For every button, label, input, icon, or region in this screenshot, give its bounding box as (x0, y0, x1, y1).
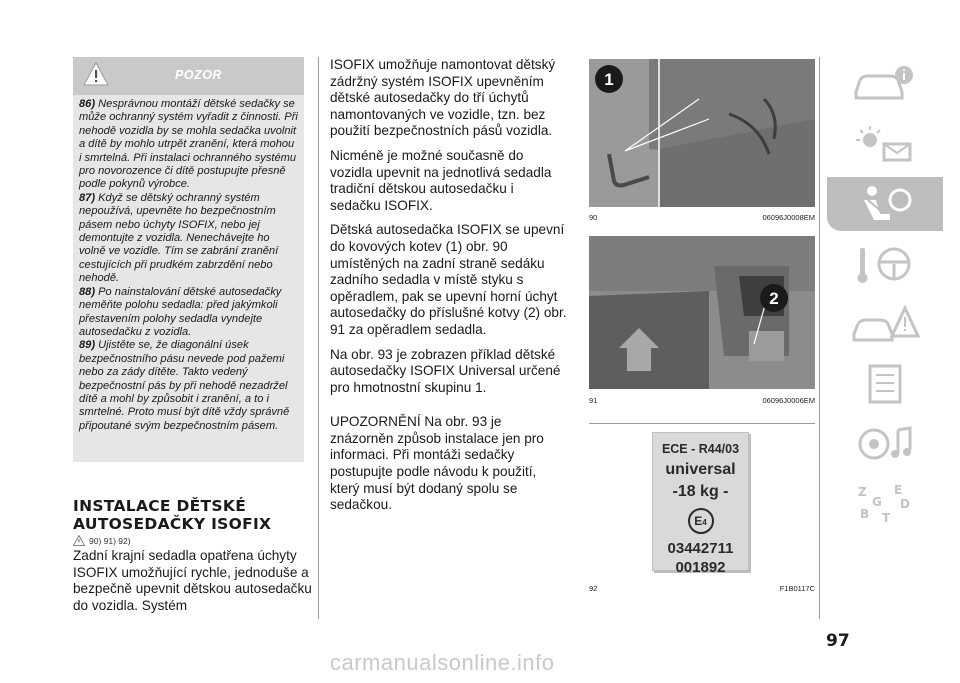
sidebar-item-car-info[interactable] (827, 57, 943, 111)
checklist-icon (850, 362, 920, 406)
warning-item: 87) Když se dětský ochranný systém nepoužívá, upevněte ho bezpečnostním pásem nebo úchyty ISOFIX, nebo jej demontujte z vozidla. Nenechávejte ho volně ve vozidle. Tím se zabrání zranění cestujících při prudkém zabrzdění nebo nehodě. (79, 191, 279, 285)
sidebar-item-index[interactable] (827, 477, 943, 531)
page-number: 97 (826, 631, 850, 651)
sidebar-item-warning-lights[interactable] (827, 117, 943, 171)
sidebar-item-safety[interactable] (827, 177, 943, 231)
warning-item: 88) Po nainstalování dětské autosedačky neměňte polohu sedadla: před jakýmkoli přestavením polohy sedadla vyndejte autosedačku z vozidla. (79, 285, 282, 338)
media-icon (850, 422, 920, 466)
sidebar-item-maintenance[interactable] (827, 357, 943, 411)
key-steering-icon (850, 242, 920, 286)
label-serial: 001892 (675, 559, 726, 576)
seat-airbag-icon (850, 182, 920, 226)
warning-title: POZOR (175, 68, 222, 82)
figure-divider (589, 423, 815, 424)
intro-paragraph: Zadní krajní sedadla opatřena úchyty ISOFIX umožňující rychle, jednoduše a bezpečně upevnit dětskou autosedačku do vozidla. Systém (73, 548, 312, 613)
sidebar-item-multimedia[interactable] (827, 417, 943, 471)
warning-item: 89) Ujistěte se, že diagonální úsek bezpečnostního pásu nevede pod pažemi nebo za zády dítěte. Takto vedený bezpečnostní pás by při nehodě nezadržel dítě a mohl by způsobit i zranění, a to i smrtelné. Proto musí být dítě vždy správně připoutané svým bezpečnostním pásem. (79, 339, 290, 432)
figure-92-number: 92 (589, 584, 598, 593)
figure-90-image (589, 59, 815, 207)
svg-text:T: T (882, 511, 891, 525)
sidebar-item-starting-driving[interactable] (827, 237, 943, 291)
warning-body (73, 95, 304, 433)
figure-91-image (589, 236, 815, 389)
label-weight: -18 kg - (672, 483, 729, 500)
label-standard: ECE - R44/03 (661, 442, 740, 456)
warning-item: 86) Nesprávnou montáží dětské sedačky se může ochranný systém vyřadit z činnosti. Při nehodě vozidla by se mohla sedačka uvolnit a dítě by mohlo utrpět zranění, která mohou i smrtelná. Při instalaci ochranného systému pro novorozence či dítě postupujte přesně podle pokynů výrobce. (79, 98, 298, 191)
column-divider (318, 57, 319, 619)
middle-column-text: ISOFIX umožňuje namontovat dětský zádržný systém ISOFIX upevněním dětské autosedačky do tří úchytů namontovaných ve vozidle, tzn. bez použití bezpečnostních pásů vozidla. Nicméně je možné současně do vozidla upevnit na jednotlivá sedadla tradiční dětskou autosedačku i sedačku ISOFIX. Dětská autosedačka ISOFIX se upevní do kovových kotev (1) obr. 90 umístěných na zadní straně sedáku zadního sedadla v místě styku s opěradlem, pak se upevní horní úchyt autosedačky do příslušné kotvy (2) obr. 91 za opěradlem sedadla. Na obr. 93 je zobrazen příklad dětské autosedačky ISOFIX Universal určené pro hmotnostní skupinu 1. UPOZORNĚNÍ Na obr. 93 je znázorněn způsob instalace jen pro informaci. Při montáži sedačky postupujte podle návodu k použití, který musí být dodaný spolu se sedačkou. (330, 57, 567, 513)
chapter-sidebar (827, 57, 943, 537)
figure-91-number: 91 (589, 396, 598, 405)
svg-text:B: B (860, 507, 870, 521)
watermark: carmanualsonline.info (330, 650, 555, 675)
figure-91-code: 06096J0006EM (762, 396, 815, 405)
warning-box (73, 57, 304, 462)
figure-92-code: F1B0117C (779, 584, 815, 593)
svg-text:Z: Z (858, 485, 867, 499)
sidebar-divider (819, 57, 820, 619)
figure-90-code: 06096J0008EM (762, 213, 815, 222)
figure-90-marker: 1 (604, 70, 614, 89)
svg-text:E: E (894, 483, 903, 497)
figure-92-label (652, 432, 749, 576)
label-approval-number: 03442711 (667, 540, 734, 557)
section-heading: INSTALACE DĚTSKÉ AUTOSEDAČKY ISOFIX (73, 497, 272, 533)
warning-lights-icon (850, 122, 920, 166)
sidebar-item-emergency[interactable] (827, 297, 943, 351)
figure-91-marker: 2 (769, 289, 779, 308)
warning-header (73, 57, 304, 95)
alphabetical-index-icon (850, 482, 920, 526)
e-mark-icon: E4 (688, 508, 714, 534)
label-universal: universal (665, 461, 736, 478)
svg-text:G: G (872, 495, 882, 509)
section-refs: 90) 91) 92) (73, 535, 131, 546)
svg-text:D: D (900, 497, 910, 511)
figure-90-number: 90 (589, 213, 598, 222)
car-info-icon (850, 62, 920, 106)
car-breakdown-icon (850, 302, 920, 346)
warning-triangle-icon (73, 535, 85, 546)
